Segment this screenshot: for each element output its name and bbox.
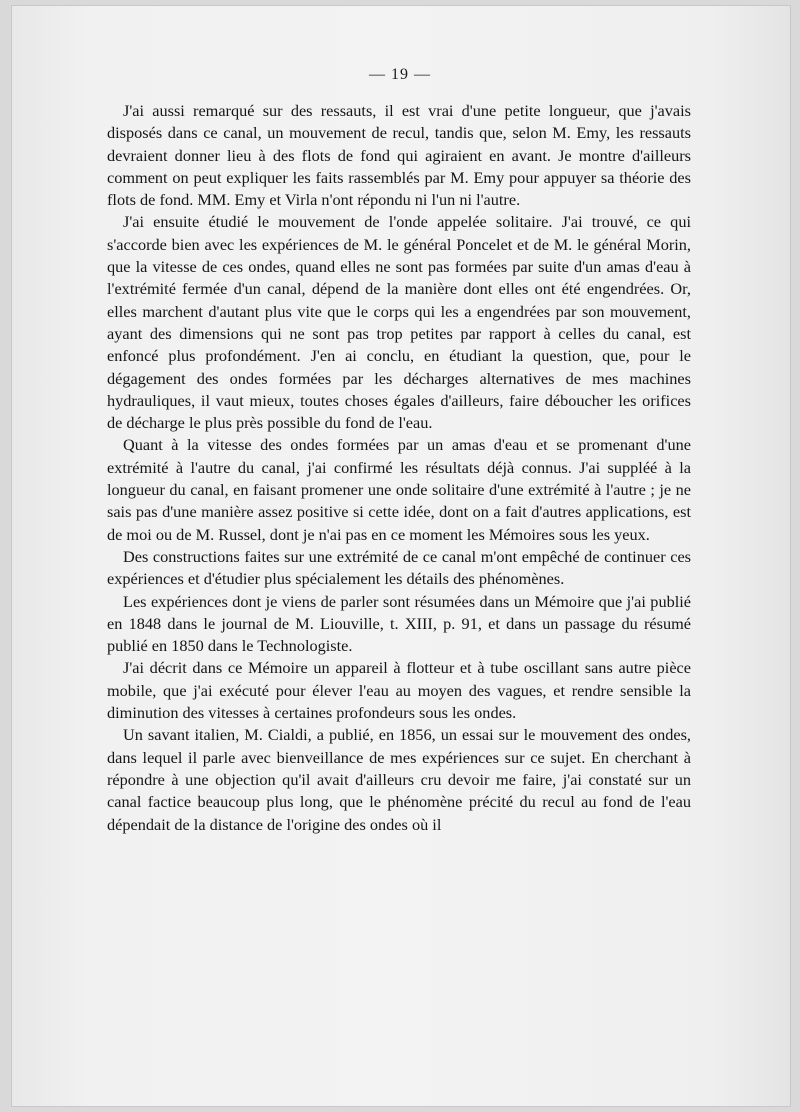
paragraph: Les expériences dont je viens de parler sont résumées dans un Mémoire que j'ai publié en 1848 dans le journal de M. Liouville, t. XIII, p. 91, et dans un passage du résumé publié en 1850 dans le Technologiste. [107, 591, 691, 656]
body-text [107, 100, 691, 836]
paragraph: J'ai aussi remarqué sur des ressauts, il est vrai d'une petite longueur, que j'avais disposés dans ce canal, un mouvement de recul, tandis que, selon M. Emy, les ressauts devraient donner lieu à des flots de fond qui agiraient en avant. Je montre d'ailleurs comment on peut expliquer les faits rassemblés par M. Emy pour appuyer sa théorie des flots de fond. MM. Emy et Virla n'ont répondu ni l'un ni l'autre. [107, 101, 691, 210]
paragraph: J'ai décrit dans ce Mémoire un appareil à flotteur et à tube oscillant sans autre pièce mobile, que j'ai exécuté pour élever l'eau au moyen des vagues, et rendre sensible la diminution des vitesses à certaines profondeurs sous les ondes. [107, 658, 691, 723]
paragraph: J'ai ensuite étudié le mouvement de l'onde appelée solitaire. J'ai trouvé, ce qui s'accorde bien avec les expériences de M. le général Poncelet et de M. le général Morin, que la vitesse de ces ondes, quand elles ne sont pas formées par suite d'un amas d'eau à l'extrémité fermée d'un canal, dépend de la manière dont elles ont été engendrées. Or, elles marchent d'autant plus vite que le corps qui les a engendrées par son mouvement, ayant des dimensions qui ne sont pas trop petites par rapport à celles du canal, est enfoncé plus profondément. J'en ai conclu, en étudiant la question, que, pour le dégagement des ondes formées par les décharges alternatives de mes machines hydrauliques, il vaut mieux, toutes choses égales d'ailleurs, faire déboucher les orifices de décharge le plus près possible du fond de l'eau. [107, 212, 691, 433]
paragraph: Quant à la vitesse des ondes formées par un amas d'eau et se promenant d'une extrémité à l'autre du canal, j'ai confirmé les résultats déjà connus. J'ai suppléé à la longueur du canal, en faisant promener une onde solitaire d'une extrémité à l'autre ; je ne sais pas d'une manière assez positive si cette idée, dont on a fait d'autres applications, est de moi ou de M. Russel, dont je n'ai pas en ce moment les Mémoires sous les yeux. [107, 435, 691, 544]
paragraph: Un savant italien, M. Cialdi, a publié, en 1856, un essai sur le mouvement des ondes, dans lequel il parle avec bienveillance de mes expériences sur ce sujet. En cherchant à répondre à une objection qu'il avait d'ailleurs cru devoir me faire, j'ai constaté sur un canal factice beaucoup plus long, que le phénomène précité du recul au fond de l'eau dépendait de la distance de l'origine des ondes où il [107, 725, 691, 834]
paragraph: Des constructions faites sur une extrémité de ce canal m'ont empêché de continuer ces expériences et d'étudier plus spécialement les détails des phénomènes. [107, 546, 691, 589]
page-number: — 19 — [369, 66, 431, 83]
